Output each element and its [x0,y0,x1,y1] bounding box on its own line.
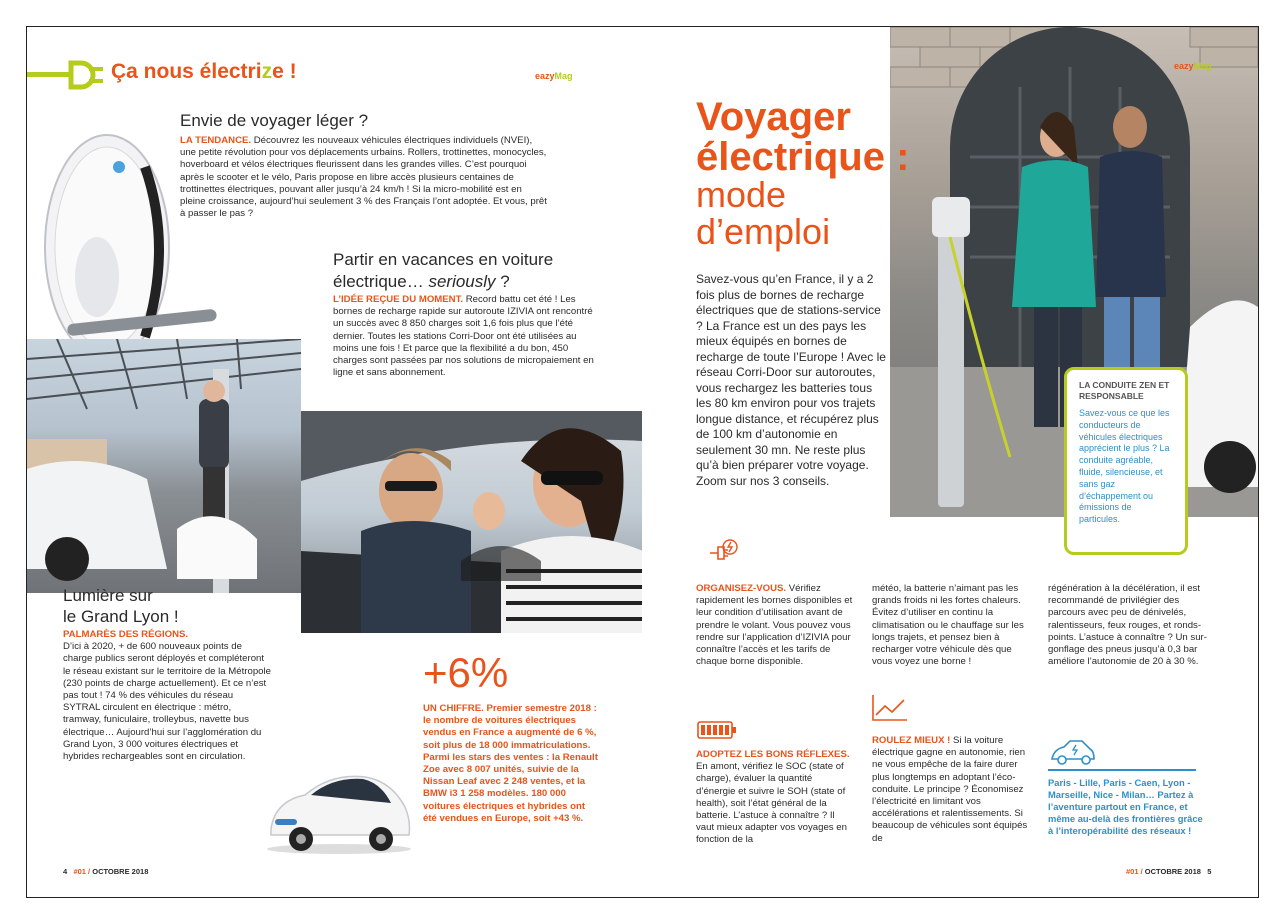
section2-text [333,294,595,379]
left-date: OCTOBRE 2018 [92,867,149,876]
section2-title-b: électrique… [333,272,424,291]
section2-title-q: ? [500,272,510,291]
family-car-photo [301,411,643,633]
section3-lead: PALMARÈS DES RÉGIONS. [63,629,189,640]
right-page-number: 5 [1207,867,1212,876]
tip3-lead: ROULEZ MIEUX ! [872,735,951,746]
header-title-end: e ! [272,60,297,83]
section3-body: D’ici à 2020, + de 600 nouveaux points de charge publics seront déployés et compléteront le réseau existant sur le territoire de la Métropole (230 points de charge actuellement). Et ce n’est pas tout ! 74 % des véhicules du réseau SYTRAL circulent en électrique : métro, tramway, funiculaire, trolleybus, navette bus électrique… Aujourd’hui sur l’agglomération du Grand Lyon, 3 000 voitures électriques et hybrides rechargeables sont en circulation. [63,641,271,763]
plug-charge-icon [708,539,738,565]
title-line-4: d’emploi [696,211,831,252]
left-page-number: 4 [63,867,68,876]
section4-lead: UN CHIFFRE. [423,703,484,714]
zen-info-box [1064,367,1188,555]
section2-title-a: Partir en vacances en voiture [333,250,554,269]
section1-title: Envie de voyager léger ? [180,111,369,130]
big-number: +6% [423,649,509,696]
right-folio: #01 / OCTOBRE 2018 5 [1126,867,1212,876]
zoe-car-image [263,767,415,855]
section2-title [333,249,633,293]
brand-b: Mag [554,71,573,81]
section1-text [180,135,548,220]
section4-text [423,703,601,825]
tip2-body: En amont, vérifiez le SOC (state of charge), évaluer la quantité d’énergie et suivre le SOH (state of health), soit l’état général de la batterie. L’astuce à connaître ? Il vaut mieux adapter vos voyages en fonction de la [696,761,847,846]
section3-text [63,629,271,763]
tip3-body: Si la voiture électrique gagne en autonomie, rien ne vous empêche de la faire durer plus longtemps en adoptant l’éco-conduite. Le principe ? Économisez l’électricité en limitant vos accélérations et ralentissements. Si beaucoup de véhicules sont équipés de [872,735,1028,844]
tip3-text [872,735,1034,845]
brand-right-a: eazy [1174,61,1194,71]
tip1-text [696,583,854,668]
left-page [26,26,643,898]
network-text: Paris - Lille, Paris - Caen, Lyon - Marseille, Nice - Milan… Partez à l’aventure partout en France, et même au-delà des frontières grâce à l’interopérabilité des réseaux ! [1048,777,1203,836]
title-line-2: électrique : [696,135,910,179]
header-title-z: z [261,60,273,83]
zen-box-title: LA CONDUITE ZEN ET RESPONSABLE [1079,380,1170,401]
left-issue: #01 [73,867,86,876]
section2-title-italic: seriously [428,272,496,291]
section4-body: Premier semestre 2018 : le nombre de voitures électriques vendus en France a augmenté de 6 %, soit plus de 18 000 immatriculations. Parmi les stars des ventes : la Renault Zoe avec 8 007 unités, suivie de la Nissan Leaf avec 2 248 ventes, et la BMW i3 1 258 modèles. 180 000 voitures électriques et hybrides ont été vendues en Europe, soit +43 %. [423,703,598,824]
section-header-title [111,60,297,84]
zen-box-text: Savez-vous ce que les conducteurs de véhicules électriques apprécient le plus ? La conduite agréable, fluide, silencieuse, et sans gaz d’échappement ou émissions de particules. [1079,408,1170,525]
tip1-lead: ORGANISEZ-VOUS. [696,583,787,594]
right-page [642,26,1259,898]
brand-right-b: Mag [1193,61,1212,71]
tip2-text [696,749,854,847]
tip2-lead: ADOPTEZ LES BONS RÉFLEXES. [696,749,850,760]
brand-logo [535,71,573,81]
section2-body: Record battu cet été ! Les bornes de recharge rapide sur autoroute IZIVIA ont rencontré un succès avec 8 850 charges soit 1,6 fois plus que l’été dernier. Toutes les stations Corri-Door ont été utilisées au moins une fois ! Et parce que la flexibilité a du bon, 450 charges sont passées par nos solutions de micropaiement en ligne et sans abonnement. [333,294,594,379]
brand-a: eazy [535,71,555,81]
section1-lead: LA TENDANCE. [180,135,252,146]
right-issue: #01 [1126,867,1139,876]
header-title-text: Ça nous électri [111,60,262,83]
left-folio: 4 #01 / OCTOBRE 2018 [63,867,149,876]
section3-title-b: le Grand Lyon ! [63,607,179,626]
network-divider [1048,769,1196,771]
section2-lead: L’IDÉE REÇUE DU MOMENT. [333,294,464,305]
section3-title [63,585,179,627]
feature-title [696,97,909,251]
battery-icon [696,719,738,741]
electric-car-icon [1048,739,1096,767]
charging-station-photo [27,339,301,593]
section1-body: Découvrez les nouveaux véhicules électriques individuels (NVEI), une petite révolution pour vos déplacements urbains. Rollers, trottinettes, monocycles, hoverboard et vélos électriques fleurissent dans les grandes villes. C’est pourquoi après le scooter et le vélo, Paris propose en libre accès plusieurs centaines de trottinettes électriques, pouvant aller jusqu’à 24 km/h ! Si la micro-mobilité est en pleine croissance, aujourd’hui seulement 3 % des Français l’ont adoptée. Et vous, prêt à passer le pas ? [180,135,547,220]
plug-icon [27,57,107,93]
brand-logo-right [1174,61,1212,71]
col2-top-text: météo, la batterie n’aimant pas les grands froids ni les fortes chaleurs. Évitez d’utiliser en continu la climatisation ou le chauffage sur les longs trajets, et pensez bien à recharger votre véhicule dès que vous voyez une borne ! [872,583,1024,668]
right-date: OCTOBRE 2018 [1144,867,1201,876]
section3-title-a: Lumière sur [63,586,153,605]
tip1-body: Vérifiez rapidement les bornes disponibles et leur condition d’utilisation avant de prendre le volant. Vous pouvez vous rendre sur l’application d’IZIVIA pour connaître l’accès et les tarifs de chaque borne disponible. [696,583,853,668]
title-line-1: Voyager [696,95,851,139]
growth-chart-icon [870,693,910,723]
feature-intro: Savez-vous qu’en France, il y a 2 fois plus de bornes de recharge électriques que de stations-service ? La France est un des pays les mieux équipés en bornes de recharge de toute l’Europe ! Avec le réseau Corri-Door sur autoroutes, vous rechargez les batteries tous les 80 km environ pour vos trajets longue distance, et récupérez plus de 100 km d’autonomie en seulement 30 mn. Ne reste plus qu’à bien préparer votre voyage. Zoom sur nos 3 conseils. [696,272,886,488]
col3-top-text: régénération à la décélération, il est recommandé de privilégier des parcours avec peu de dénivelés, ralentisseurs, feux rouges, et ronds-points. L’astuce à connaître ? Un sur-gonflage des pneus jusqu’à 0,3 bar améliore l’autonomie de 20 à 30 %. [1048,583,1207,668]
title-line-3: mode [696,174,787,215]
